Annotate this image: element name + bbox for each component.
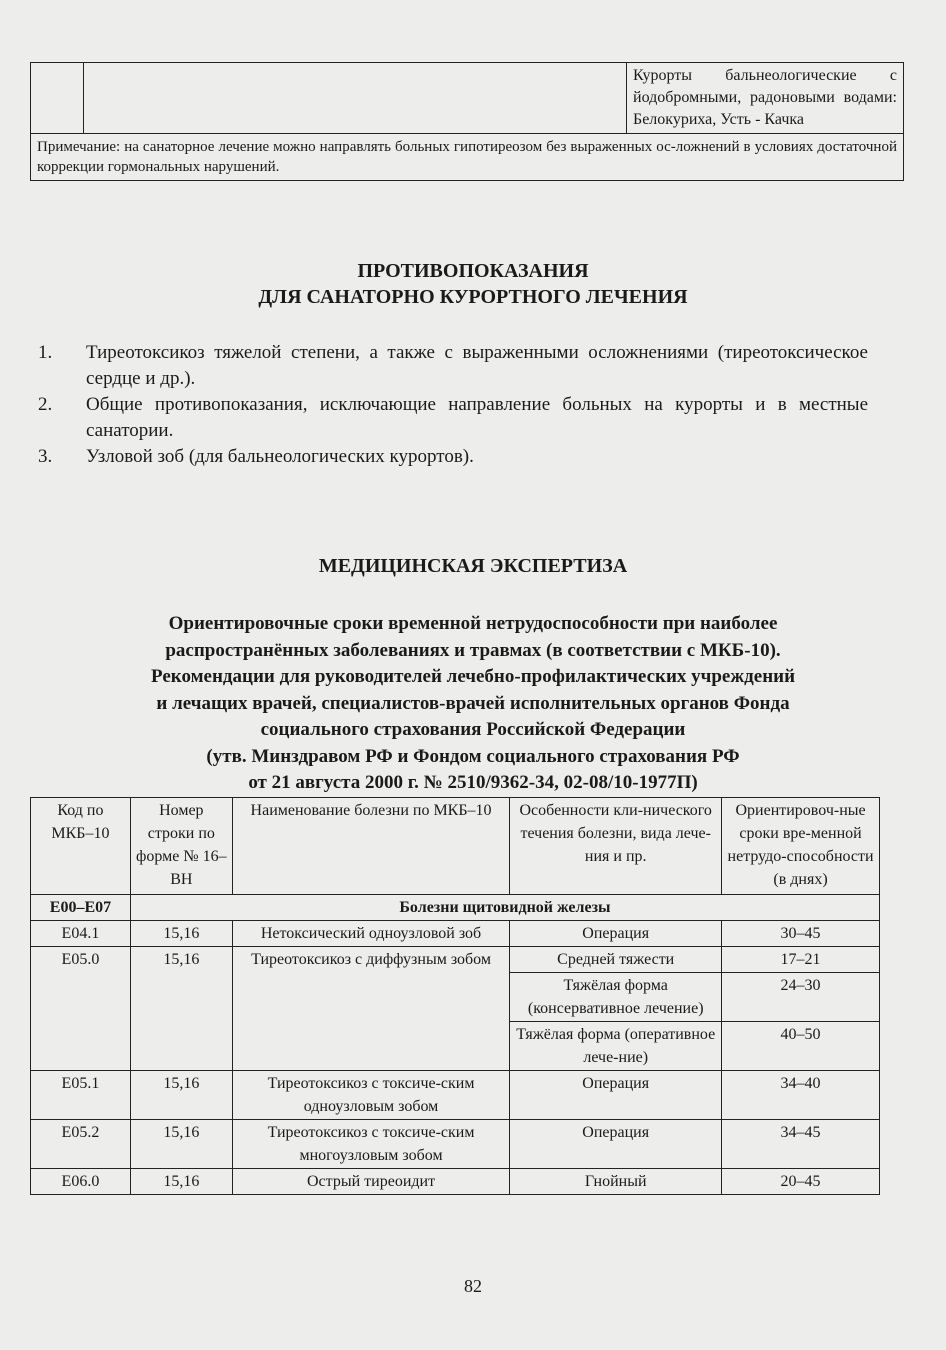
cell-feature: Тяжёлая форма (консервативное лечение): [510, 973, 722, 1022]
cell-feature: Операция: [510, 1120, 722, 1169]
note-cell: Примечание: на санаторное лечение можно направлять больных гипотиреозом без выраженных ос-ложнений в условиях достаточной коррекции гормональных нарушений.: [31, 134, 904, 181]
subtitle-line: и лечащих врачей, специалистов-врачей исполнительных органов Фонда: [156, 692, 790, 714]
cell-days: 40–50: [722, 1022, 880, 1071]
list-item: [38, 444, 868, 470]
header-disease-name: Наименование болезни по МКБ–10: [232, 798, 510, 895]
cell-days: 24–30: [722, 973, 880, 1022]
table-row: [31, 1169, 880, 1195]
cell-days: 17–21: [722, 947, 880, 973]
header-line-number: Номер строки по форме № 16–ВН: [130, 798, 232, 895]
cell-code: E05.0: [31, 947, 131, 1071]
cell-line: 15,16: [130, 1071, 232, 1120]
empty-cell: [84, 63, 627, 134]
table-row: [31, 1120, 880, 1169]
subtitle-line: распространённых заболеваниях и травмах (в соответствии с МКБ-10).: [165, 639, 781, 661]
group-row: [31, 895, 880, 921]
cell-feature: Операция: [510, 921, 722, 947]
cell-days: 34–45: [722, 1120, 880, 1169]
cell-code: E05.1: [31, 1071, 131, 1120]
list-item: [38, 340, 868, 392]
header-days: Ориентировоч-ные сроки вре-менной нетрудо-способности (в днях): [722, 798, 880, 895]
item-number: 3.: [38, 446, 53, 467]
item-number: 2.: [38, 394, 53, 415]
item-text: Тиреотоксикоз тяжелой степени, а также с выраженными осложнениями (тиреотоксическое сердце и др.).: [86, 342, 868, 389]
item-text: Общие противопоказания, исключающие направление больных на курорты и в местные санатории.: [86, 394, 868, 441]
cell-feature: Гнойный: [510, 1169, 722, 1195]
subtitle-line: Ориентировочные сроки временной нетрудоспособности при наиболее: [168, 613, 778, 634]
subtitle-line: от 21 августа 2000 г. № 2510/9362-34, 02-08/10-1977П): [248, 772, 698, 793]
title-line: ДЛЯ САНАТОРНО КУРОРТНОГО ЛЕЧЕНИЯ: [258, 286, 688, 308]
table-header-row: [31, 798, 880, 895]
cell-code: E06.0: [31, 1169, 131, 1195]
cell-line: 15,16: [130, 1120, 232, 1169]
subtitle-line: (утв. Минздравом РФ и Фондом социального страхования РФ: [206, 745, 740, 767]
header-code: Код по МКБ–10: [31, 798, 131, 895]
subtitle-line: Рекомендации для руководителей лечебно-профилактических учреждений: [150, 666, 796, 687]
contraindications-title: [0, 258, 946, 310]
list-item: [38, 392, 868, 444]
contraindications-list: [38, 340, 868, 470]
item-number: 1.: [38, 342, 53, 363]
cell-name: Нетоксический одноузловой зоб: [232, 921, 510, 947]
expertise-subtitle: [30, 611, 916, 797]
cell-line: 15,16: [130, 921, 232, 947]
subtitle-line: социального страхования Российской Федерации: [260, 719, 686, 740]
resort-cell: Курорты бальнеологические с йодобромными, радоновыми водами: Белокуриха, Усть - Качка: [627, 63, 904, 134]
cell-code: E05.2: [31, 1120, 131, 1169]
empty-cell: [31, 63, 84, 134]
expertise-title: МЕДИЦИНСКАЯ ЭКСПЕРТИЗА: [318, 555, 628, 577]
cell-days: 34–40: [722, 1071, 880, 1120]
table-row: [31, 1071, 880, 1120]
page-number: 82: [464, 1276, 482, 1296]
cell-line: 15,16: [130, 947, 232, 1071]
table-row: [31, 947, 880, 973]
cell-name: Острый тиреоидит: [232, 1169, 510, 1195]
cell-name: Тиреотоксикоз с токсиче-ским одноузловым зобом: [232, 1071, 510, 1120]
cell-feature: Средней тяжести: [510, 947, 722, 973]
cell-name: Тиреотоксикоз с диффузным зобом: [232, 947, 510, 1071]
cell-days: 20–45: [722, 1169, 880, 1195]
cell-name: Тиреотоксикоз с токсиче-ским многоузловым зобом: [232, 1120, 510, 1169]
cell-line: 15,16: [130, 1169, 232, 1195]
group-code: E00–E07: [31, 895, 131, 921]
sanatorium-table-fragment: [30, 62, 904, 181]
header-features: Особенности кли-нического течения болезни, вида лече-ния и пр.: [510, 798, 722, 895]
cell-code: E04.1: [31, 921, 131, 947]
group-title: Болезни щитовидной железы: [130, 895, 879, 921]
title-line: ПРОТИВОПОКАЗАНИЯ: [357, 260, 589, 282]
cell-feature: Тяжёлая форма (оперативное лече-ние): [510, 1022, 722, 1071]
disability-terms-table: [30, 797, 880, 1195]
cell-days: 30–45: [722, 921, 880, 947]
item-text: Узловой зоб (для бальнеологических курортов).: [86, 446, 474, 467]
cell-feature: Операция: [510, 1071, 722, 1120]
table-row: [31, 921, 880, 947]
